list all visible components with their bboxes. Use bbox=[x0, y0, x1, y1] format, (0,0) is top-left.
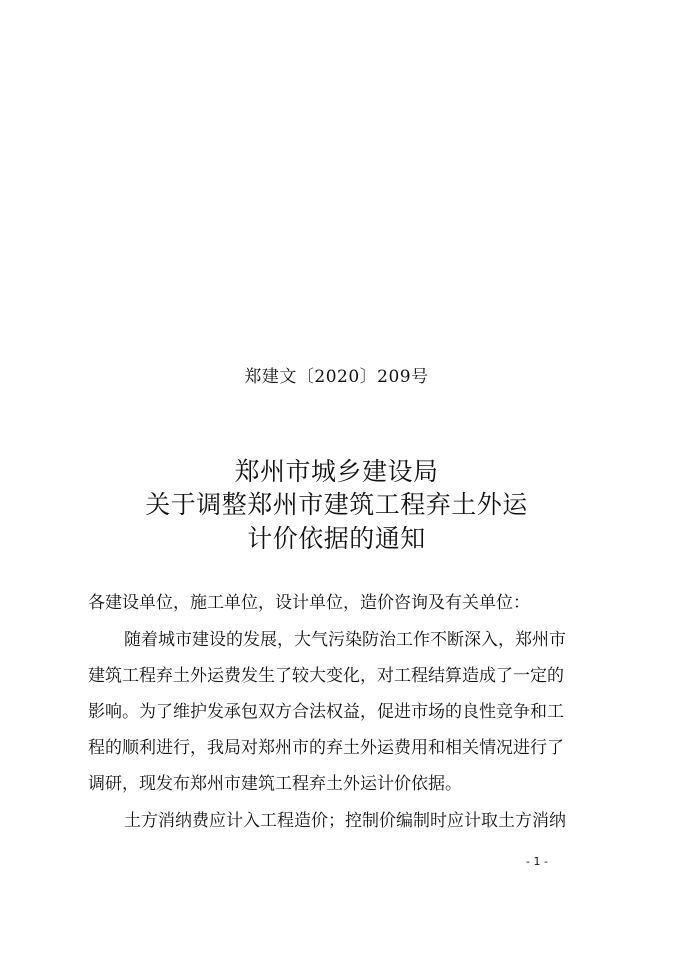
paragraph1-line-3: 影响。为了维护发承包双方合法权益，促进市场的良性竞争和工 bbox=[88, 702, 564, 722]
title-line-3: 计价依据的通知 bbox=[247, 524, 426, 553]
title-line-2: 关于调整郑州市建筑工程弃土外运 bbox=[145, 490, 528, 519]
page-number: - 1 - bbox=[526, 855, 548, 868]
document-number: 郑建文〔2020〕209号 bbox=[244, 367, 429, 387]
title-line-1: 郑州市城乡建设局 bbox=[234, 457, 439, 486]
paragraph1-line-2: 建筑工程弃土外运费发生了较大变化，对工程结算造成了一定的 bbox=[88, 666, 564, 686]
paragraph2-line-1: 土方消纳费应计入工程造价；控制价编制时应计取土方消纳 bbox=[124, 811, 566, 831]
paragraph1-line-4: 程的顺利进行，我局对郑州市的弃土外运费用和相关情况进行了 bbox=[88, 738, 564, 758]
paragraph1-line-1: 随着城市建设的发展，大气污染防治工作不断深入，郑州市 bbox=[124, 630, 566, 650]
salutation: 各建设单位，施工单位，设计单位，造价咨询及有关单位： bbox=[88, 593, 530, 613]
paragraph1-line-5: 调研，现发布郑州市建筑工程弃土外运计价依据。 bbox=[88, 774, 462, 794]
